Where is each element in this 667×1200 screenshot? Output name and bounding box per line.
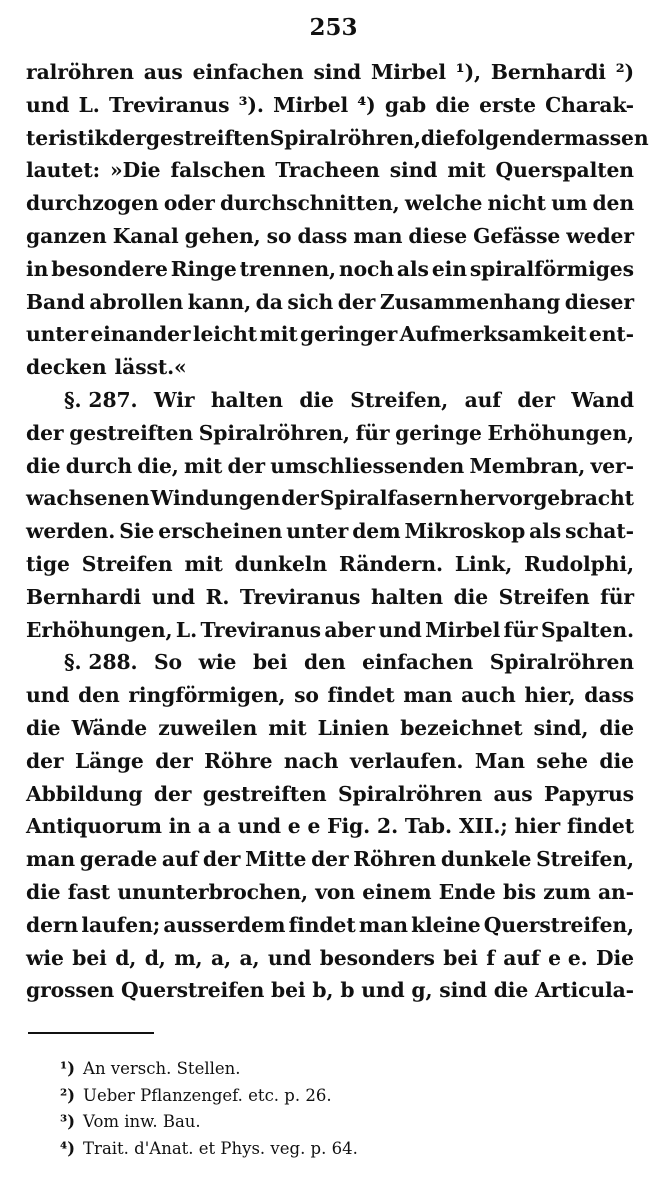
word: welche [404,191,483,216]
word: Spalten. [540,617,634,642]
footnote-text: An versch. Stellen. [83,1059,241,1078]
word: d, [115,945,137,970]
word: als [396,256,429,281]
word: auch [461,683,516,708]
word: Link, [454,551,513,576]
word: dieser [564,289,634,314]
word: a a [197,814,231,839]
word: wachsenen [26,486,150,511]
word: Spiralfasern [319,486,459,511]
word: den [592,191,634,216]
word: ⁴) [357,92,376,117]
word: erscheinen [158,519,283,544]
word: Sie [119,519,155,544]
word: umschliessenden [270,453,465,478]
text-line [26,89,634,122]
word: mit [259,322,298,347]
text-line [26,548,634,581]
word: schat- [565,519,634,544]
body-text [26,56,649,1007]
word: der [153,781,192,806]
word: abrollen [89,289,184,314]
word: so [266,223,292,248]
word: mit [268,715,307,740]
word: bei [72,945,107,970]
word: §. 288. [64,650,138,675]
word: Abbildung [26,781,143,806]
word: L. [78,92,100,117]
word: bis [502,879,536,904]
word: lautet: [26,158,101,183]
text-line [26,614,634,647]
word: Band [26,289,85,314]
word: in [26,256,49,281]
word: sehe [536,748,588,773]
word: geringer [300,322,398,347]
word: einem [362,879,432,904]
text-line [26,450,634,483]
word: hier, [524,683,576,708]
word: Ringe [170,256,237,281]
word: aus [493,781,533,806]
word: hier [514,814,561,839]
word: als [529,519,562,544]
word: gerade [79,847,158,872]
word: grossen [26,978,115,1003]
word: lässt.« [114,355,187,380]
footnote-mark: ²) [60,1085,76,1105]
word: Membran, [469,453,586,478]
text-line [26,778,634,811]
text-line [26,581,634,614]
word: die [453,584,489,609]
footnote-divider [28,1032,154,1034]
word: einfachen [192,60,304,84]
word: Bernhardi [26,584,142,609]
word: mit [184,551,223,576]
word: die [26,453,61,478]
text-line [26,876,634,909]
text-line [26,482,634,515]
word: durchzogen [26,191,159,216]
word: Wand [571,387,634,412]
word: hervorgebracht [459,486,634,511]
word: bei [271,978,306,1003]
word: zum [543,879,591,904]
word: Tracheen [275,158,380,183]
word: ralröhren [26,60,134,84]
word: man [26,847,76,872]
text-line [26,712,634,745]
footnotes [60,1056,358,1162]
word: Windungen [150,486,281,511]
word: gab [384,92,427,117]
word: erste [479,92,536,117]
word: dass [297,223,348,248]
word: Ende [438,879,496,904]
word: bei [443,945,478,970]
word: die [599,715,634,740]
text-line [26,909,634,942]
word: bei [252,650,288,675]
word: dern [26,912,79,937]
word: da [255,289,283,314]
word: einander [90,322,191,347]
word: Kanal [112,223,179,248]
word: bezeichnet [400,715,523,740]
word: besonders [319,945,435,970]
word: auf [161,847,199,872]
footnote-mark: ¹) [60,1059,76,1078]
word: Linien [317,715,390,740]
footnote [60,1136,358,1163]
word: der [227,453,266,478]
word: die, [137,453,179,478]
word: die [26,715,61,740]
word: Querstreifen, [483,912,634,937]
word: dem [352,519,401,544]
word: sind, [533,715,589,740]
word: Streifen, [536,847,634,872]
page-number: 253 [309,14,358,41]
word: halten [370,584,443,609]
footnote-mark: ⁴) [60,1138,76,1158]
word: Fig. 2. [327,814,399,839]
text-line [26,286,634,319]
word: der [26,748,64,773]
word: so [294,683,319,708]
word: R. [205,584,230,609]
word: und [26,92,70,117]
word: Streifen [81,551,173,576]
word: der [517,387,555,412]
word: nach [283,748,339,773]
word: mit [184,453,223,478]
word: a, [239,945,260,970]
word: von [315,879,356,904]
text-line [26,56,634,89]
word: die [299,387,334,412]
word: der [337,289,376,314]
word: Aufmerksamkeit [399,322,587,347]
word: Länge [74,748,144,773]
word: decken [26,355,107,380]
text-line [26,974,634,1007]
word: Tab. XII.; [404,814,508,839]
word: fast [67,879,111,904]
word: g, [411,978,433,1003]
text-line [26,220,634,253]
word: Spiralröhren [489,650,634,675]
text-line [26,515,634,548]
word: gestreiften [145,125,270,150]
text-line [26,351,634,384]
word: auf [503,945,540,970]
word: Antiquorum [26,814,162,839]
word: der [108,125,146,150]
word: ²) [615,60,634,84]
word: laufen; [81,912,161,937]
word: man [353,223,403,248]
word: die [26,879,61,904]
word: um [551,191,588,216]
word: der [281,486,319,511]
word: teristik [26,125,109,150]
word: halten [210,387,283,412]
word: aber [324,617,375,642]
word: gestreiften [69,420,194,445]
word: aus [143,60,183,84]
word: ¹), [455,60,482,84]
word: man [358,912,408,937]
word: Die [596,945,634,970]
word: L. [175,617,198,642]
text-line [26,384,634,417]
word: kann, [187,289,252,314]
word: und [361,978,405,1003]
word: für [503,617,538,642]
word: sind [439,978,487,1003]
word: Gefässe [473,223,561,248]
word: Treviranus [239,584,361,609]
word: tige [26,551,70,576]
word: zuweilen [158,715,258,740]
word: ent- [588,322,634,347]
word: b, b [312,978,355,1003]
word: wie [198,650,237,675]
word: einfachen [362,650,474,675]
word: leicht [192,322,258,347]
word: findet [288,912,356,937]
word: mit [447,158,486,183]
word: durch [65,453,132,478]
word: sind [313,60,362,84]
word: diese [408,223,468,248]
word: dunkele [440,847,532,872]
footnote-text: Vom inw. Bau. [83,1112,201,1131]
word: Wir [153,387,195,412]
word: ein [431,256,467,281]
word: für [355,420,390,445]
word: ausserdem [163,912,286,937]
word: »Die [110,158,161,183]
text-line [26,679,634,712]
word: d, [144,945,166,970]
word: noch [338,256,394,281]
word: auf [464,387,501,412]
word: den [78,683,120,708]
word: Mirbel [425,617,501,642]
word: werden. [26,519,116,544]
word: der [202,847,241,872]
word: die [493,978,529,1003]
text-line [26,843,634,876]
word: spiralförmiges [469,256,634,281]
word: der [311,847,349,872]
word: ver- [590,453,634,478]
word: wie [26,945,64,970]
word: Erhöhungen, [487,420,634,445]
word: falschen [170,158,266,183]
word: und [151,584,196,609]
word: §. 287. [64,387,138,412]
word: Spiralröhren, [269,125,421,150]
word: Man [474,748,525,773]
word: unter [286,519,349,544]
word: man [403,683,453,708]
word: besondere [51,256,168,281]
word: Mitte [245,847,307,872]
word: ununterbrochen, [117,879,308,904]
word: Querspalten [495,158,634,183]
text-line [26,253,634,286]
word: verlaufen. [349,748,464,773]
word: ringförmigen, [128,683,286,708]
word: gestreiften [202,781,327,806]
word: Bernhardi [490,60,606,84]
text-line [26,646,634,679]
word: So [154,650,182,675]
text-line [26,942,634,975]
footnote-text: Ueber Pflanzengef. etc. p. 26. [83,1085,332,1105]
word: a, [210,945,231,970]
word: durchschnitten, [219,191,400,216]
word: die [435,92,470,117]
word: für [600,584,634,609]
word: kleine [411,912,481,937]
word: und [378,617,422,642]
word: Röhre [204,748,273,773]
word: Streifen, [350,387,449,412]
word: und [26,683,70,708]
word: m, [174,945,203,970]
text-line [26,318,634,351]
word: und [267,945,312,970]
text-line [26,810,634,843]
word: geringe [395,420,482,445]
word: findet [566,814,634,839]
word: Zusammenhang [379,289,561,314]
footnote [60,1056,358,1083]
text-line [26,122,649,155]
text-line [26,154,634,187]
word: und [237,814,281,839]
word: Mirbel [273,92,349,117]
word: die [420,125,456,150]
footnote [60,1083,358,1110]
word: f [486,945,495,970]
word: an- [597,879,634,904]
word: Treviranus [108,92,230,117]
word: sind [389,158,438,183]
word: Erhöhungen, [26,617,173,642]
word: folgendermassen [455,125,649,150]
word: den [304,650,346,675]
word: der [155,748,193,773]
word: Spiralröhren, [198,420,350,445]
word: oder [163,191,215,216]
word: Papyrus [543,781,634,806]
word: sich [287,289,334,314]
word: Röhren [353,847,437,872]
footnote-text: Trait. d'Anat. et Phys. veg. p. 64. [83,1138,358,1158]
word: Charak- [545,92,634,117]
word: nicht [487,191,546,216]
word: Treviranus [200,617,321,642]
word: findet [327,683,395,708]
text-line [26,187,634,220]
word: Rudolphi, [524,551,634,576]
word: Querstreifen [120,978,265,1003]
word: dass [584,683,634,708]
footnote-mark: ³) [60,1112,76,1131]
word: ³). [238,92,264,117]
word: der [26,420,64,445]
word: weder [566,223,634,248]
text-line [26,417,634,450]
word: ganzen [26,223,107,248]
footnote [60,1109,358,1136]
word: unter [26,322,88,347]
word: Mikroskop [404,519,526,544]
word: Streifen [498,584,590,609]
word: trennen, [239,256,336,281]
word: Spiralröhren [337,781,483,806]
word: dunkeln [234,551,328,576]
word: gehen, [184,223,261,248]
word: in [168,814,191,839]
text-line [26,745,634,778]
word: Rändern. [338,551,443,576]
word: die [599,748,634,773]
word: Articula- [535,978,634,1003]
word: e e. [548,945,588,970]
word: Wände [71,715,148,740]
word: e e [287,814,321,839]
word: Mirbel [370,60,446,84]
